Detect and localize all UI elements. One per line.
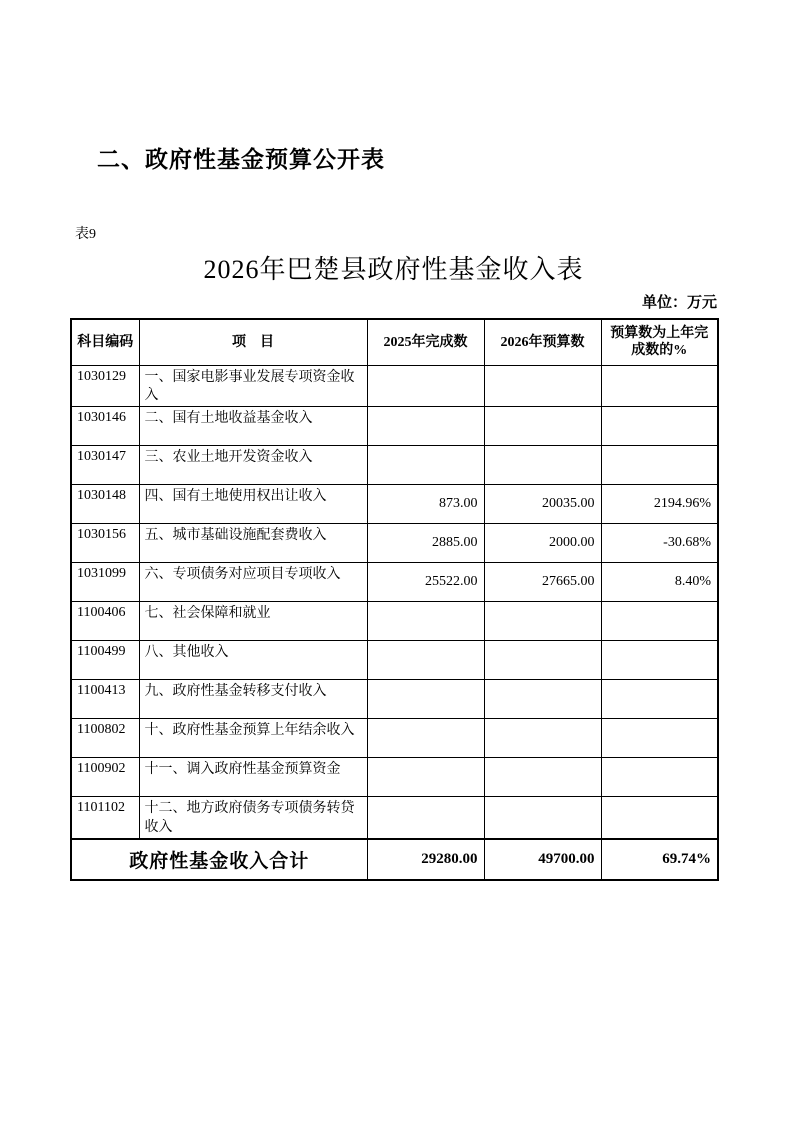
cell-item: 十二、地方政府债务专项债务转贷收入 [139,797,367,839]
cell-item: 四、国有土地使用权出让收入 [139,485,367,524]
cell-2025: 25522.00 [367,563,484,602]
table-row [71,524,718,563]
table-row [71,758,718,797]
cell-pct [601,758,718,797]
cell-pct [601,719,718,758]
header-2026: 2026年预算数 [484,319,601,365]
cell-2026 [484,602,601,641]
cell-code: 1031099 [71,563,139,602]
header-item: 项 目 [139,319,367,365]
cell-2026: 20035.00 [484,485,601,524]
table-row [71,446,718,485]
table-row [71,485,718,524]
cell-item: 十一、调入政府性基金预算资金 [139,758,367,797]
total-row [71,839,718,880]
cell-pct [601,641,718,680]
cell-code: 1100499 [71,641,139,680]
cell-2025 [367,446,484,485]
table-footer [71,839,718,880]
total-2026: 49700.00 [484,839,601,880]
header-code: 科目编码 [71,319,139,365]
cell-code: 1030147 [71,446,139,485]
cell-pct: 8.40% [601,563,718,602]
cell-2026 [484,797,601,839]
cell-2025 [367,758,484,797]
cell-2026 [484,446,601,485]
cell-2025 [367,365,484,407]
cell-pct [601,365,718,407]
cell-item: 八、其他收入 [139,641,367,680]
cell-item: 五、城市基础设施配套费收入 [139,524,367,563]
cell-2025 [367,719,484,758]
cell-pct [601,602,718,641]
table-body [71,365,718,839]
cell-code: 1030146 [71,407,139,446]
cell-pct: -30.68% [601,524,718,563]
cell-pct [601,680,718,719]
table-row [71,797,718,839]
table-row [71,407,718,446]
table-row [71,563,718,602]
cell-code: 1100413 [71,680,139,719]
total-label: 政府性基金收入合计 [71,839,367,880]
cell-2025 [367,602,484,641]
cell-2026 [484,365,601,407]
cell-code: 1100406 [71,602,139,641]
cell-item: 二、国有土地收益基金收入 [139,407,367,446]
cell-pct [601,446,718,485]
cell-2025 [367,680,484,719]
cell-2025 [367,641,484,680]
cell-code: 1030156 [71,524,139,563]
total-2025: 29280.00 [367,839,484,880]
header-2025: 2025年完成数 [367,319,484,365]
cell-code: 1030148 [71,485,139,524]
cell-2026: 27665.00 [484,563,601,602]
table-row [71,641,718,680]
cell-2025: 873.00 [367,485,484,524]
total-pct: 69.74% [601,839,718,880]
table-header-row [71,319,718,365]
cell-item: 十、政府性基金预算上年结余收入 [139,719,367,758]
cell-2026 [484,758,601,797]
table-row [71,680,718,719]
header-pct: 预算数为上年完成数的% [601,319,718,365]
cell-2026 [484,680,601,719]
cell-2025 [367,797,484,839]
cell-pct [601,407,718,446]
cell-item: 六、专项债务对应项目专项收入 [139,563,367,602]
table-title: 2026年巴楚县政府性基金收入表 [203,255,584,284]
table-number-label: 表9 [75,227,96,242]
cell-pct: 2194.96% [601,485,718,524]
cell-2026 [484,407,601,446]
cell-item: 九、政府性基金转移支付收入 [139,680,367,719]
cell-2026: 2000.00 [484,524,601,563]
table-header [71,319,718,365]
table-row [71,719,718,758]
table-row [71,365,718,407]
cell-2025 [367,407,484,446]
section-title: 二、政府性基金预算公开表 [97,146,385,172]
cell-2026 [484,641,601,680]
cell-2026 [484,719,601,758]
cell-item: 三、农业土地开发资金收入 [139,446,367,485]
cell-code: 1101102 [71,797,139,839]
cell-code: 1100902 [71,758,139,797]
table-row [71,602,718,641]
cell-item: 一、国家电影事业发展专项资金收入 [139,365,367,407]
cell-item: 七、社会保障和就业 [139,602,367,641]
cell-code: 1100802 [71,719,139,758]
cell-code: 1030129 [71,365,139,407]
cell-pct [601,797,718,839]
unit-label: 单位：万元 [641,295,717,311]
income-table [70,318,719,881]
cell-2025: 2885.00 [367,524,484,563]
